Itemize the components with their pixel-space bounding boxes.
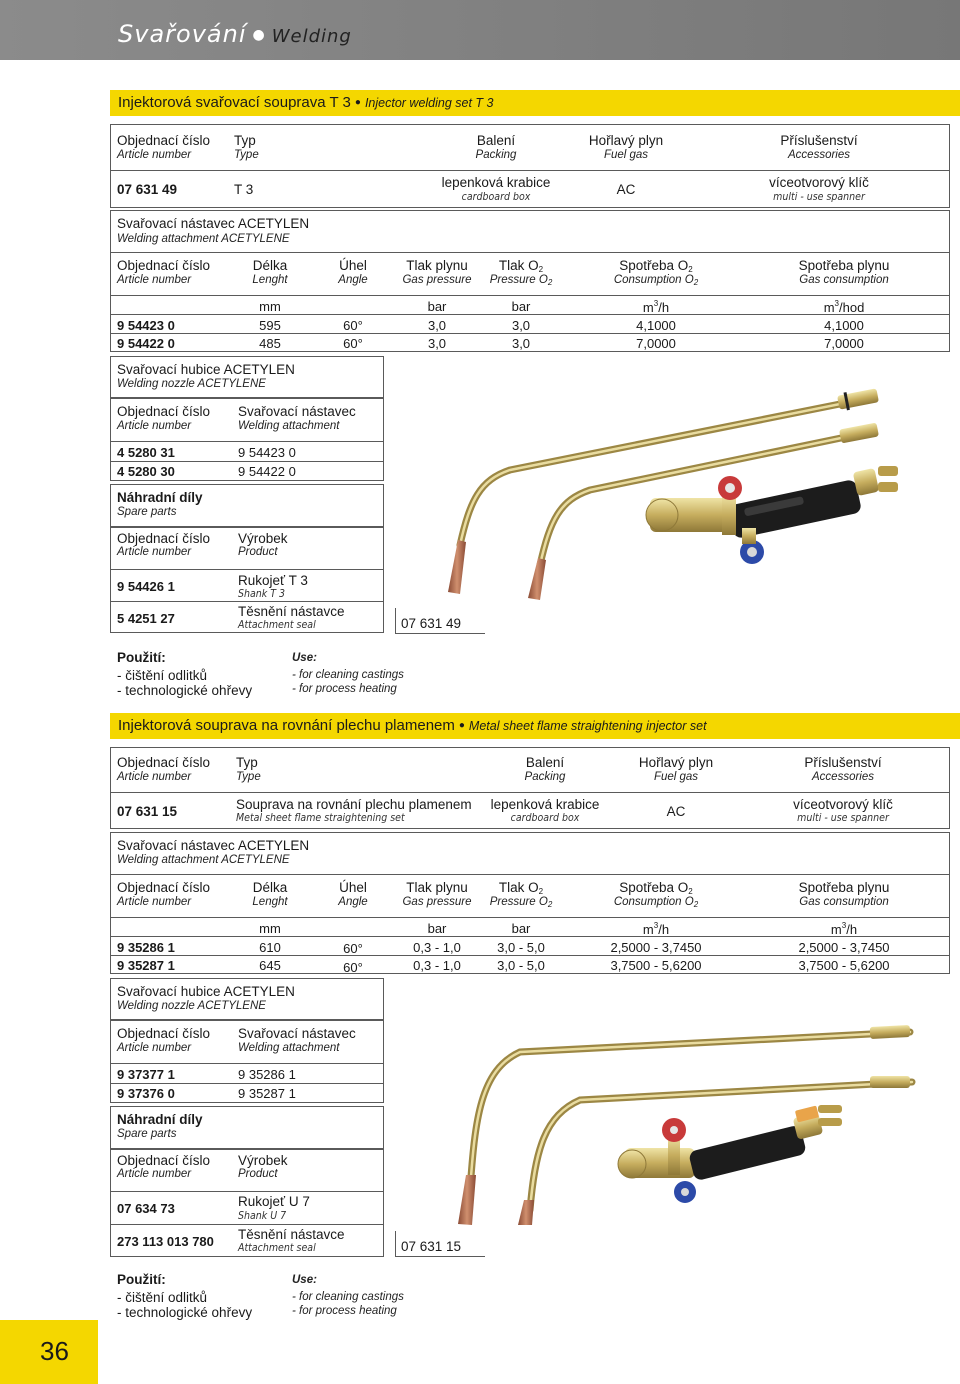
spare-title-en: Spare parts [117, 506, 177, 518]
row-o2c: 7,0000 [636, 336, 676, 351]
row-o2p: 3,0 [511, 336, 531, 351]
col-wa-en: Welding attachment [238, 420, 340, 432]
spare-article: 9 54426 1 [117, 579, 175, 594]
attach-title-en: Welding attachment ACETYLENE [117, 854, 290, 866]
photo-label: 07 631 15 [401, 1239, 462, 1254]
col-type-en: Type [236, 771, 261, 783]
col-acc-en: Accessories [788, 149, 850, 161]
col-angle-cz: Úhel [339, 880, 367, 895]
col-wa-cz: Svařovací nástavec [238, 404, 356, 419]
col-packing-cz: Balení [476, 133, 516, 148]
nozzle-title-cz: Svařovací hubice ACETYLEN [117, 362, 295, 377]
row-length: 485 [259, 336, 281, 351]
nozzle-title-cz: Svařovací hubice ACETYLEN [117, 984, 295, 999]
set-article: 07 631 15 [117, 804, 178, 819]
use-title-en: Use: [292, 652, 317, 664]
col-angle-en: Angle [338, 896, 368, 908]
col-angle-cz: Úhel [339, 258, 367, 273]
row-length: 610 [259, 940, 281, 955]
spare-title-cz: Náhradní díly [117, 490, 203, 505]
nozzle-article: 9 37377 1 [117, 1067, 175, 1082]
header-title-en: Welding [271, 26, 352, 47]
divider [110, 936, 950, 937]
col-article-cz: Objednací číslo [117, 1153, 211, 1168]
unit-mm: mm [259, 921, 281, 936]
attach-title-cz: Svařovací nástavec ACETYLEN [117, 838, 310, 853]
unit-bar: bar [427, 921, 447, 936]
set-acc-cz: víceotvorový klíč [793, 797, 893, 812]
use-item-cz: - technologické ohřevy [117, 683, 253, 698]
row-angle: 60° [343, 960, 363, 975]
unit-bar: bar [511, 921, 531, 936]
col-packing-en: Packing [524, 771, 566, 783]
col-gasp-en: Gas pressure [402, 896, 472, 908]
col-o2p-cz: Tlak $O_2$ [498, 258, 544, 274]
row-length: 595 [259, 318, 281, 333]
use-title-en: Use: [292, 1274, 317, 1286]
row-article: 9 54422 0 [117, 336, 175, 351]
col-o2c-en: Consumption $O_2$ [613, 274, 699, 287]
col-gasp-cz: Tlak plynu [406, 258, 468, 273]
row-length: 645 [259, 958, 281, 973]
row-article: 9 54423 0 [117, 318, 175, 333]
col-fuel-en: Fuel gas [653, 771, 699, 783]
use-item-en: - for cleaning castings [292, 669, 404, 681]
use-title-cz: Použití: [117, 650, 166, 665]
col-article-cz: Objednací číslo [117, 755, 211, 770]
use-item-cz: - technologické ohřevy [117, 1305, 253, 1320]
col-acc-cz: Příslušenství [804, 755, 882, 770]
col-article-en: Article number [117, 1168, 192, 1180]
set-fuel: AC [666, 804, 686, 819]
row-o2c: 2,5000 - 3,7450 [610, 940, 702, 955]
nozzle-article: 9 37376 0 [117, 1086, 175, 1101]
row-gasc: 7,0000 [824, 336, 864, 351]
unit-m3hod: $m^3$/hod [823, 299, 865, 315]
nozzle-article: 4 5280 30 [117, 464, 175, 479]
col-o2p-en: Pressure $O_2$ [489, 274, 553, 287]
divider [110, 601, 384, 602]
use-item-en: - for cleaning castings [292, 1291, 404, 1303]
col-article-cz: Objednací číslo [117, 404, 211, 419]
col-length-cz: Délka [252, 258, 288, 273]
col-product-en: Product [238, 546, 278, 558]
row-gasc: 3,7500 - 5,6200 [798, 958, 890, 973]
set-acc-cz: víceotvorový klíč [769, 175, 869, 190]
section2-title-en: Metal sheet flame straightening injector set [468, 719, 707, 733]
nozzle-article: 4 5280 31 [117, 445, 175, 460]
row-article: 9 35286 1 [117, 940, 175, 955]
divider [110, 295, 950, 296]
attach-title-en: Welding attachment ACETYLENE [117, 233, 290, 245]
spare-product-cz: Těsnění nástavce [238, 604, 345, 619]
nozzle-attachment: 9 35286 1 [238, 1067, 296, 1082]
unit-m3h: $m^3/h$ [642, 921, 670, 937]
col-o2c-cz: Spotřeba $O_2$ [619, 880, 693, 896]
photo-label: 07 631 49 [401, 616, 462, 631]
page-number-badge [0, 1320, 98, 1384]
col-product-en: Product [238, 1168, 278, 1180]
col-article-cz: Objednací číslo [117, 531, 211, 546]
col-gasp-en: Gas pressure [402, 274, 472, 286]
divider [110, 441, 384, 442]
col-article-cz: Objednací číslo [117, 880, 211, 895]
row-angle: 60° [343, 318, 363, 333]
col-fuel-cz: Hořlavý plyn [638, 755, 714, 770]
divider [110, 792, 950, 793]
row-article: 9 35287 1 [117, 958, 175, 973]
col-article-en: Article number [117, 420, 192, 432]
col-wa-cz: Svařovací nástavec [238, 1026, 356, 1041]
section1-title-en: Injector welding set T 3 [364, 96, 494, 110]
spare-article: 5 4251 27 [117, 611, 175, 626]
divider [110, 1224, 384, 1225]
set-packing-en: cardboard box [461, 191, 531, 203]
section1-title-bar [110, 90, 960, 116]
set-article: 07 631 49 [117, 182, 178, 197]
col-product-cz: Výrobek [238, 531, 288, 546]
page-number: 36 [40, 1336, 69, 1366]
col-article-en: Article number [117, 274, 192, 286]
use-item-cz: - čištění odlitků [117, 1290, 208, 1305]
col-gasp-cz: Tlak plynu [406, 880, 468, 895]
section2-title: Injektorová souprava na rovnání plechu plamenem [118, 717, 455, 734]
col-gasc-en: Gas consumption [799, 896, 889, 908]
spare-product-en: Attachment seal [238, 1242, 316, 1254]
divider [110, 1063, 384, 1064]
row-gasp: 0,3 - 1,0 [413, 958, 461, 973]
col-o2c-cz: Spotřeba $O_2$ [619, 258, 693, 274]
col-fuel-en: Fuel gas [603, 149, 649, 161]
set-type-en: Metal sheet flame straightening set [236, 812, 405, 824]
col-wa-en: Welding attachment [238, 1042, 340, 1054]
row-gasc: 4,1000 [824, 318, 864, 333]
divider [110, 170, 950, 171]
divider [110, 955, 950, 956]
row-o2c: 4,1000 [636, 318, 676, 333]
use-title-cz: Použití: [117, 1272, 166, 1287]
col-article-en: Article number [117, 1042, 192, 1054]
row-gasp: 3,0 [427, 336, 447, 351]
col-article-cz: Objednací číslo [117, 1026, 211, 1041]
col-acc-en: Accessories [812, 771, 874, 783]
col-gasc-cz: Spotřeba plynu [798, 880, 890, 895]
nozzle-attachment: 9 54422 0 [238, 464, 296, 479]
col-acc-cz: Příslušenství [780, 133, 858, 148]
col-article-en: Article number [117, 771, 192, 783]
section2-title-bar [110, 713, 960, 739]
col-angle-en: Angle [338, 274, 368, 286]
col-length-en: Lenght [252, 274, 288, 286]
col-gasc-en: Gas consumption [799, 274, 889, 286]
divider [110, 917, 950, 918]
header-bullet: ● [252, 27, 266, 43]
col-length-cz: Délka [252, 880, 288, 895]
unit-m3h: $m^3/h$ [642, 299, 670, 315]
row-o2p: 3,0 - 5,0 [497, 940, 545, 955]
set-packing-cz: lepenková krabice [441, 175, 551, 190]
section1-title: Injektorová svařovací souprava T 3 [118, 94, 351, 111]
row-gasp: 3,0 [427, 318, 447, 333]
unit-mm: mm [259, 299, 281, 314]
set-packing-cz: lepenková krabice [490, 797, 600, 812]
set-acc-en: multi - use spanner [797, 812, 889, 824]
divider [110, 461, 384, 462]
col-length-en: Lenght [252, 896, 288, 908]
col-type-en: Type [234, 149, 259, 161]
col-article-en: Article number [117, 149, 192, 161]
divider [110, 1191, 384, 1192]
col-type-cz: Typ [234, 133, 256, 148]
unit-m3h: $m^3/h$ [830, 921, 858, 937]
col-article-en: Article number [117, 896, 192, 908]
set-type-cz: Souprava na rovnání plechu plamenem [236, 797, 472, 812]
col-product-cz: Výrobek [238, 1153, 288, 1168]
use-item-cz: - čištění odlitků [117, 668, 208, 683]
set-type: T 3 [234, 182, 254, 197]
nozzle-title-en: Welding nozzle ACETYLENE [117, 1000, 266, 1012]
divider [110, 1083, 384, 1084]
torch-set-photo [400, 1000, 920, 1225]
nozzle-attachment: 9 54423 0 [238, 445, 296, 460]
bullet: ● [354, 97, 361, 108]
spare-product-cz: Rukojeť T 3 [238, 573, 308, 588]
col-packing-cz: Balení [525, 755, 565, 770]
col-gasc-cz: Spotřeba plynu [798, 258, 890, 273]
row-o2p: 3,0 - 5,0 [497, 958, 545, 973]
spare-product-en: Shank T 3 [238, 588, 286, 600]
header-title-cz: Svařování [118, 20, 247, 48]
row-gasp: 0,3 - 1,0 [413, 940, 461, 955]
nozzle-attachment: 9 35287 1 [238, 1086, 296, 1101]
spare-product-cz: Rukojeť U 7 [238, 1194, 310, 1209]
page-header [0, 0, 960, 60]
col-o2p-en: Pressure $O_2$ [489, 896, 553, 909]
spare-article: 07 634 73 [117, 1201, 175, 1216]
unit-bar: bar [427, 299, 447, 314]
set-acc-en: multi - use spanner [773, 191, 865, 203]
col-article-cz: Objednací číslo [117, 133, 211, 148]
header-title [118, 20, 352, 48]
use-item-en: - for process heating [292, 683, 397, 695]
row-gasc: 2,5000 - 3,7450 [798, 940, 890, 955]
spare-title-cz: Náhradní díly [117, 1112, 203, 1127]
col-article-cz: Objednací číslo [117, 258, 211, 273]
set-fuel: AC [616, 182, 636, 197]
col-article-en: Article number [117, 546, 192, 558]
row-o2p: 3,0 [511, 318, 531, 333]
row-angle: 60° [343, 941, 363, 956]
set-packing-en: cardboard box [510, 812, 580, 824]
col-o2p-cz: Tlak $O_2$ [498, 880, 544, 896]
use-item-en: - for process heating [292, 1305, 397, 1317]
divider [110, 333, 950, 334]
divider [110, 569, 384, 570]
spare-product-en: Attachment seal [238, 619, 316, 631]
spare-product-cz: Těsnění nástavce [238, 1227, 345, 1242]
row-o2c: 3,7500 - 5,6200 [610, 958, 702, 973]
col-fuel-cz: Hořlavý plyn [588, 133, 664, 148]
bullet: ● [458, 720, 465, 731]
unit-bar: bar [511, 299, 531, 314]
spare-product-en: Shank U 7 [238, 1210, 287, 1222]
row-angle: 60° [343, 336, 363, 351]
attach-title-cz: Svařovací nástavec ACETYLEN [117, 216, 310, 231]
col-o2c-en: Consumption $O_2$ [613, 896, 699, 909]
torch-set-photo [400, 380, 920, 600]
spare-title-en: Spare parts [117, 1128, 177, 1140]
col-type-cz: Typ [236, 755, 258, 770]
spare-article: 273 113 013 780 [117, 1234, 214, 1249]
col-packing-en: Packing [475, 149, 517, 161]
nozzle-title-en: Welding nozzle ACETYLENE [117, 378, 266, 390]
